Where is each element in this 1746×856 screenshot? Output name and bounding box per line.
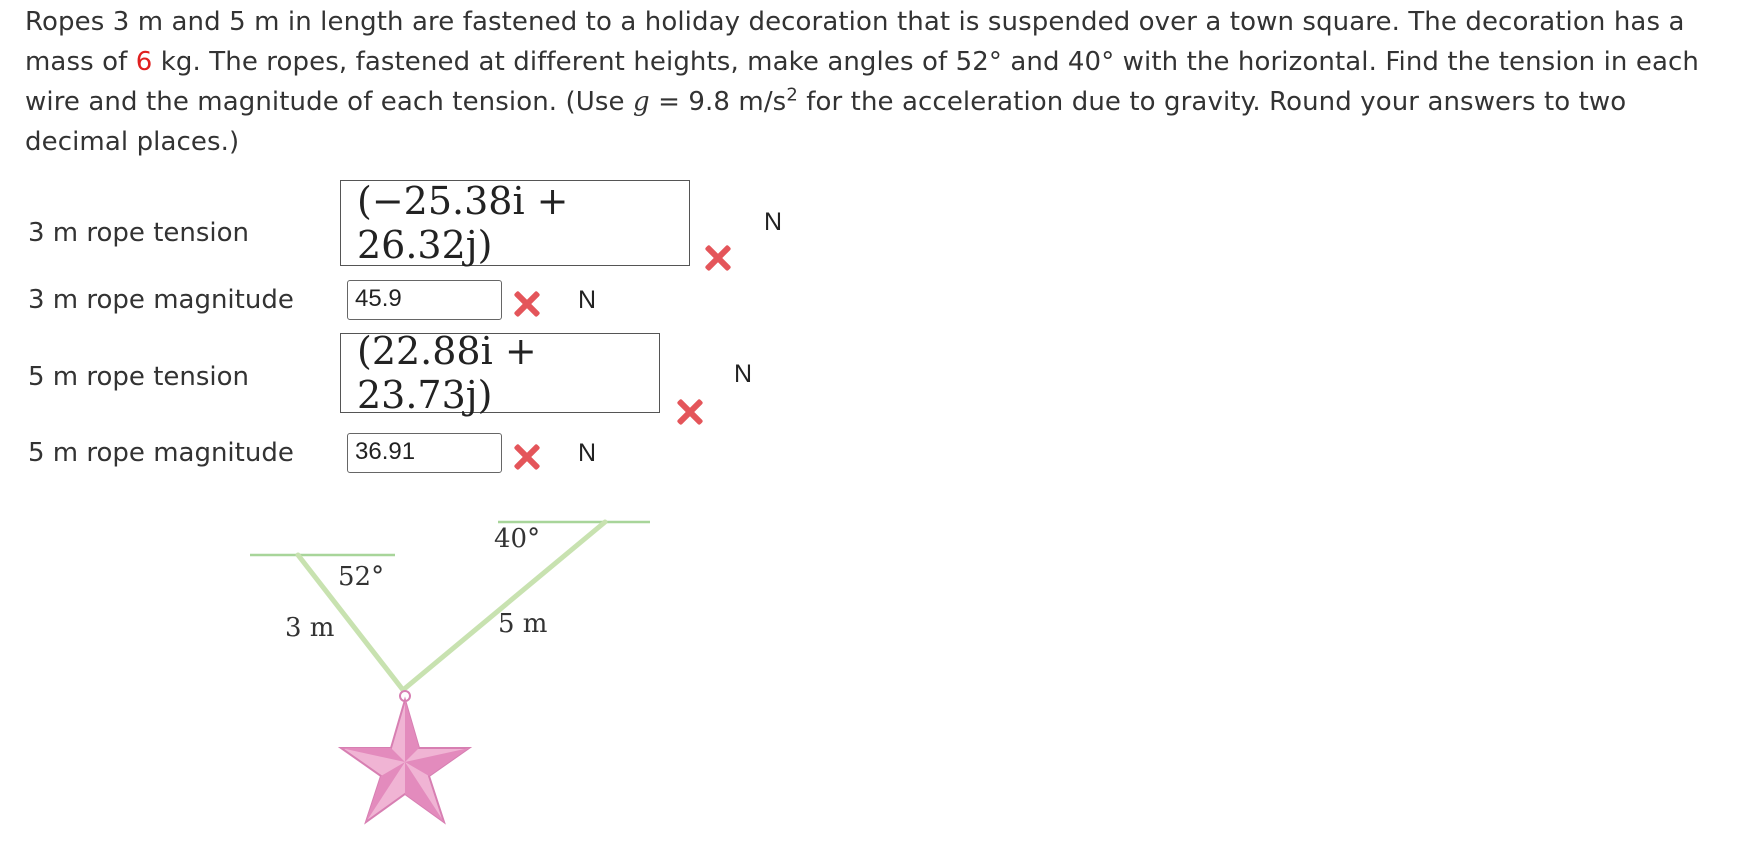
unit-3m-magnitude: N bbox=[578, 286, 597, 314]
input-5m-magnitude[interactable]: 36.91 bbox=[347, 433, 502, 473]
rope-diagram bbox=[240, 510, 660, 830]
incorrect-x-icon bbox=[676, 398, 704, 426]
mass-value: 6 bbox=[135, 47, 153, 77]
unit-3m-tension: N bbox=[764, 208, 783, 236]
unit-5m-magnitude: N bbox=[578, 439, 597, 467]
rope-3m-label: 3 m bbox=[285, 613, 335, 643]
answer-5m-tension[interactable]: (22.88i + 23.73j) bbox=[340, 333, 660, 413]
label-5m-magnitude: 5 m rope magnitude bbox=[28, 438, 294, 468]
rope-5m-label: 5 m bbox=[498, 609, 548, 639]
star-decoration bbox=[341, 700, 469, 822]
exponent: 2 bbox=[786, 84, 798, 106]
angle-left-label: 52° bbox=[338, 562, 385, 592]
label-3m-tension: 3 m rope tension bbox=[28, 218, 250, 248]
problem-text-2: kg. The ropes, fastened at different heights, make angles of 52° and 40° with the horizontal. Find the tension in each wire and the magnitude of each tension. (Use bbox=[25, 47, 1699, 117]
problem-statement bbox=[25, 2, 1725, 162]
incorrect-x-icon bbox=[704, 244, 732, 272]
problem-text-1: Ropes 3 m and 5 m in length are fastened to a holiday decoration that is suspended over a town square. The decoration has a mass of bbox=[25, 7, 1685, 77]
input-3m-magnitude[interactable]: 45.9 bbox=[347, 280, 502, 320]
unit-5m-tension: N bbox=[734, 360, 753, 388]
g-symbol: g bbox=[633, 87, 650, 117]
angle-right-label: 40° bbox=[494, 524, 541, 554]
problem-text-3: = 9.8 m/s bbox=[649, 87, 787, 117]
answer-3m-tension[interactable]: (−25.38i + 26.32j) bbox=[340, 180, 690, 266]
label-5m-tension: 5 m rope tension bbox=[28, 362, 250, 392]
problem-text-4: for the acceleration due to gravity. Round your answers to two decimal places.) bbox=[25, 87, 1627, 157]
incorrect-x-icon bbox=[513, 443, 541, 471]
label-3m-magnitude: 3 m rope magnitude bbox=[28, 285, 294, 315]
incorrect-x-icon bbox=[513, 290, 541, 318]
